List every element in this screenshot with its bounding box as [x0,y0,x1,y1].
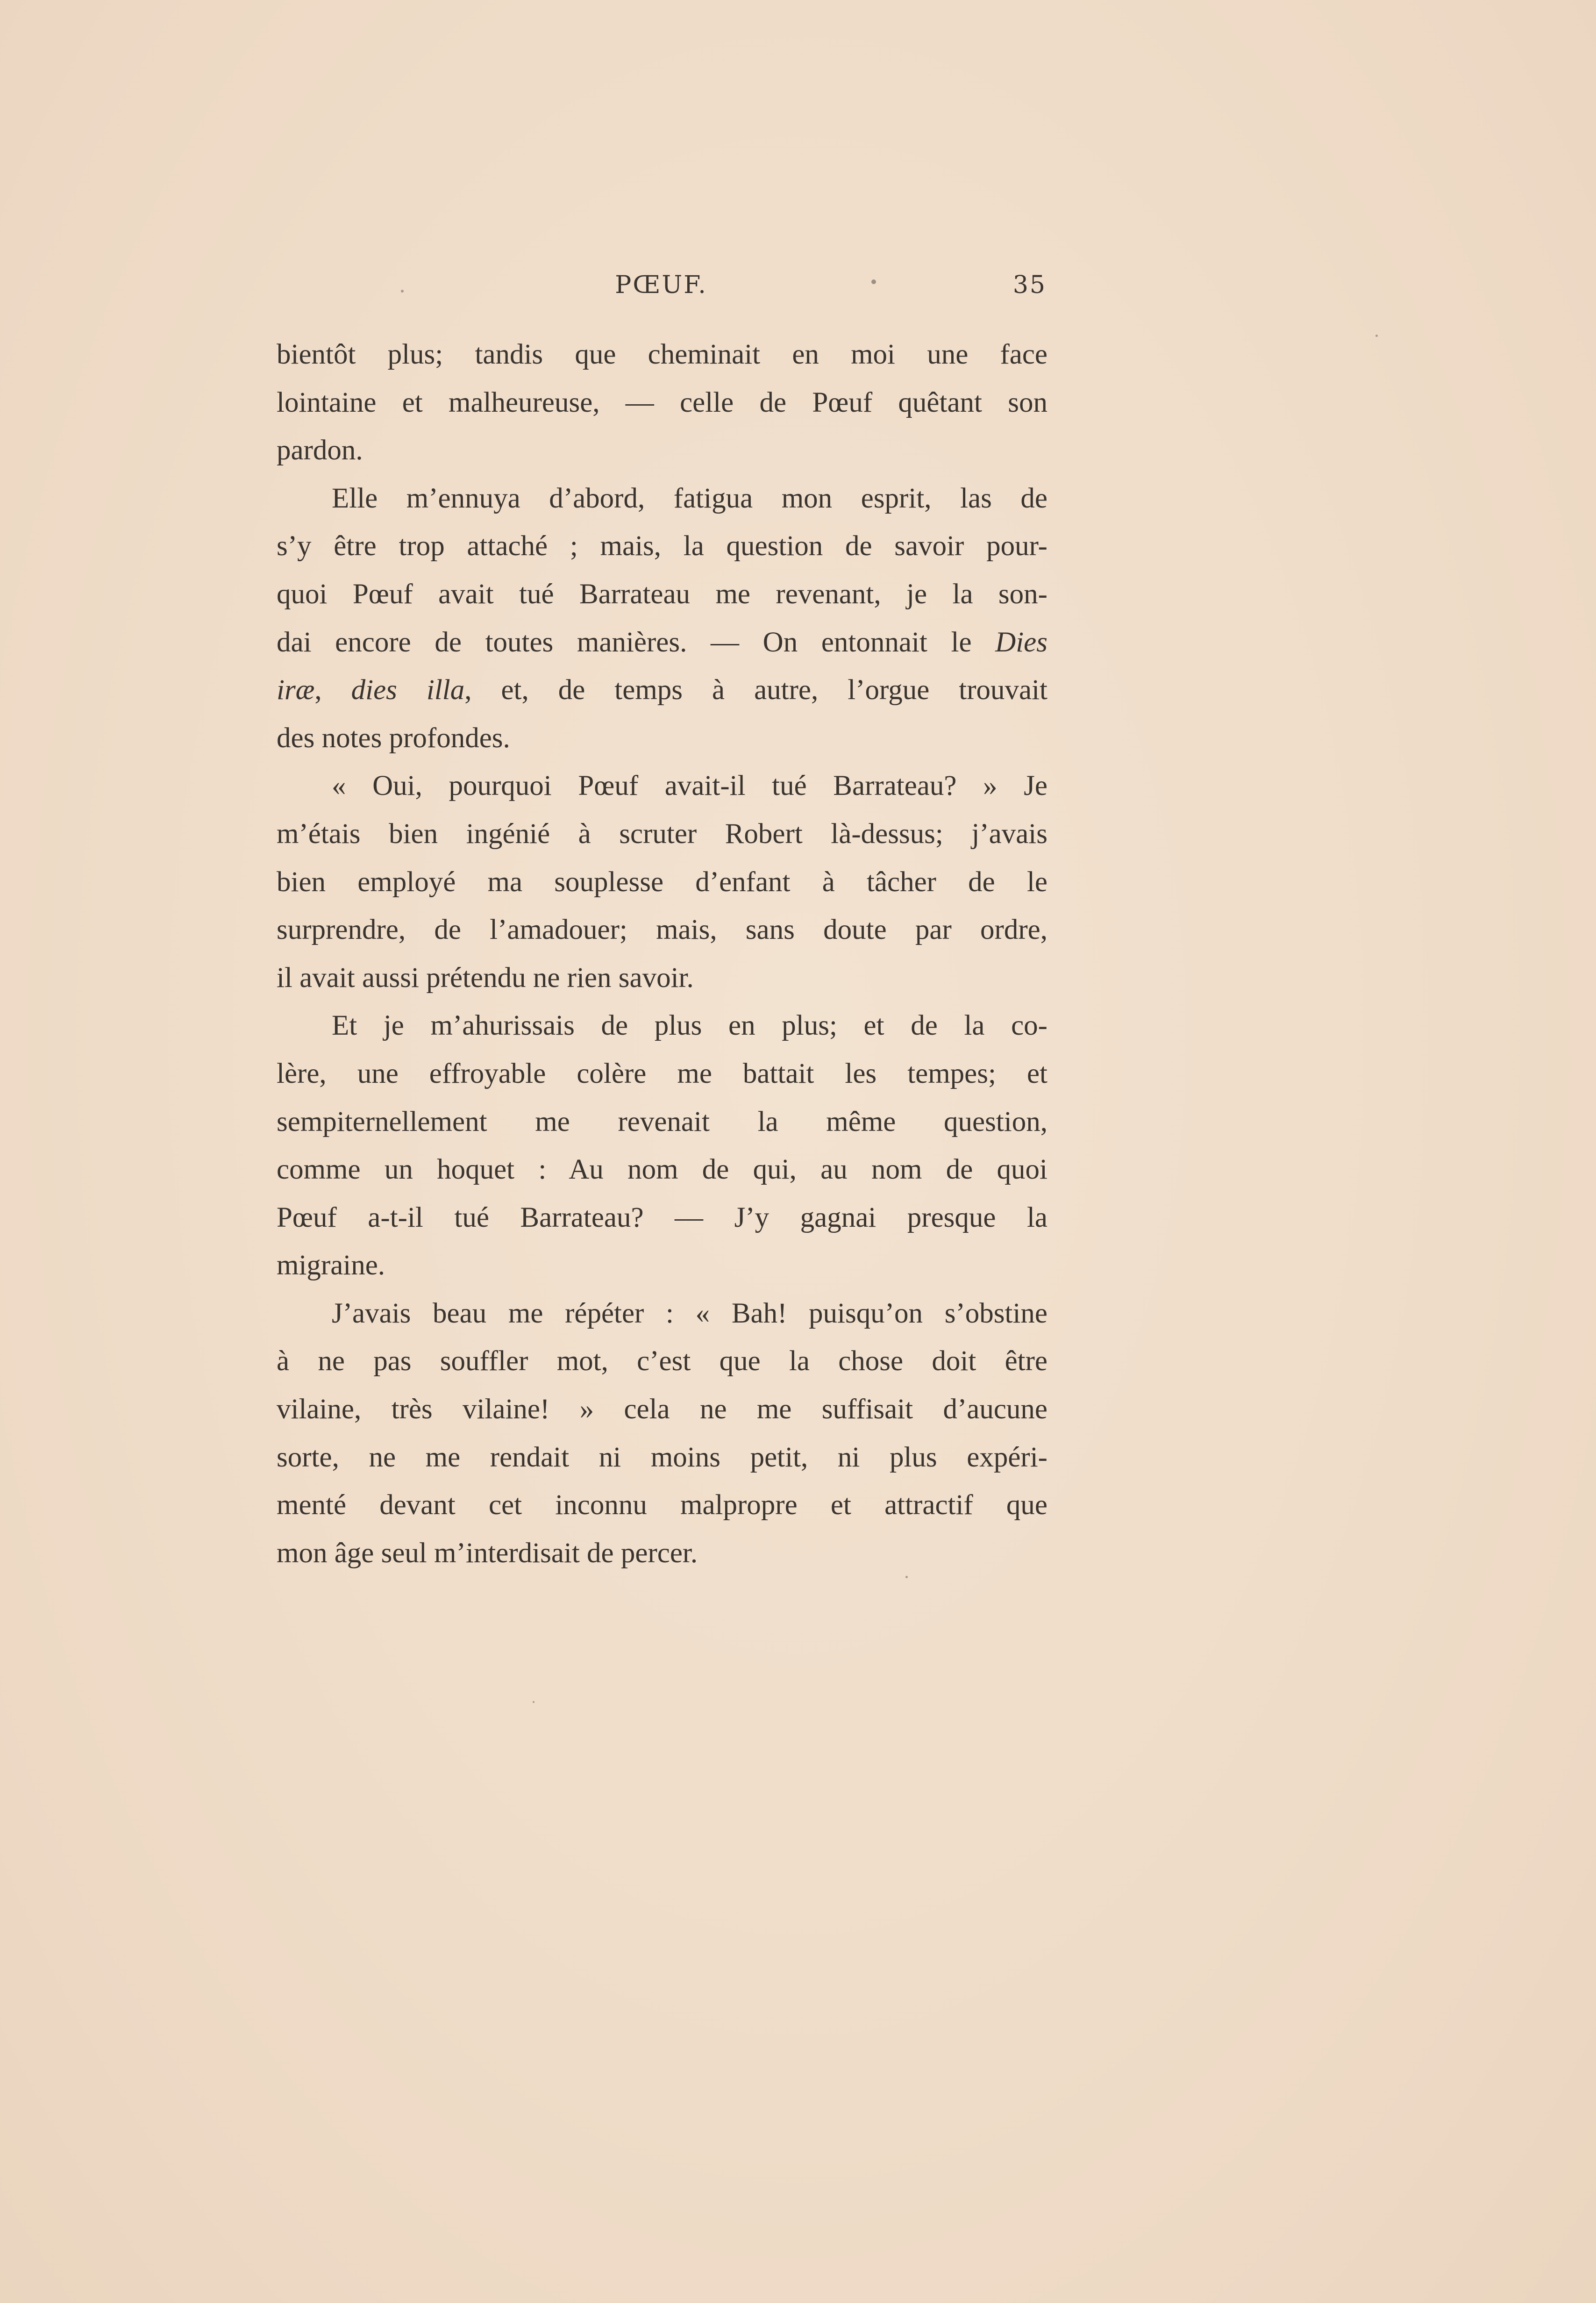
paper-speck [1375,335,1378,337]
line-text: dai encore de toutes manières. — On entonnait le [277,626,996,658]
text-line: lointaine et malheureuse, — celle de Pœuf quêtant son [277,386,1047,418]
body-text [277,331,1047,1577]
text-line: s’y être trop attaché ; mais, la question de savoir pour- [277,530,1047,562]
latin-phrase: iræ [277,674,315,706]
line-text: , et, de temps à autre, l’orgue trouvait [464,674,1048,706]
running-title: PŒUF. [615,271,707,299]
text-line: bientôt plus; tandis que cheminait en moi une face [277,339,1047,370]
text-line [277,666,1047,715]
paper-speck [401,290,404,293]
text-line: vilaine, très vilaine! » cela ne me suffisait d’aucune [277,1394,1047,1425]
text-line: Pœuf a-t-il tué Barrateau? — J’y gagnai presque la [277,1202,1047,1233]
text-line: migraine. [277,1250,385,1281]
text-line: Elle m’ennuya d’abord, fatigua mon esprit, las de [332,482,1047,514]
latin-phrase: dies illa [351,674,465,706]
text-line [277,619,1047,667]
text-line: sorte, ne me rendait ni moins petit, ni plus expéri- [277,1441,1047,1473]
text-line: comme un hoquet : Au nom de qui, au nom de quoi [277,1154,1047,1186]
page-number: 35 [1012,271,1047,299]
text-line: menté devant cet inconnu malpropre et attractif que [277,1489,1047,1521]
page-header [276,271,1047,308]
text-line: bien employé ma souplesse d’enfant à tâcher de le [277,866,1047,898]
text-line: à ne pas souffler mot, c’est que la chose doit être [277,1345,1047,1377]
paper-speck [533,1701,534,1703]
text-line: J’avais beau me répéter : « Bah! puisqu’on s’obstine [332,1297,1047,1329]
latin-phrase: Dies [995,626,1047,658]
text-line: m’étais bien ingénié à scruter Robert là-dessus; j’avais [277,818,1047,850]
text-line: « Oui, pourquoi Pœuf avait-il tué Barrateau? » Je [332,770,1047,802]
text-line: il avait aussi prétendu ne rien savoir. [277,962,694,994]
text-line: pardon. [277,435,363,466]
text-line: sempiternellement me revenait la même question, [277,1106,1047,1137]
text-line: lère, une effroyable colère me battait les tempes; et [277,1058,1047,1089]
text-line: quoi Pœuf avait tué Barrateau me revenant, je la son- [277,578,1047,610]
line-text: , [314,674,351,706]
text-line: Et je m’ahurissais de plus en plus; et de la co- [332,1010,1047,1042]
text-line: mon âge seul m’interdisait de percer. [277,1537,698,1569]
paper-speck [905,1576,908,1578]
text-line: des notes profondes. [277,722,510,754]
ink-dot [871,279,876,284]
text-line: surprendre, de l’amadouer; mais, sans doute par ordre, [277,914,1047,946]
